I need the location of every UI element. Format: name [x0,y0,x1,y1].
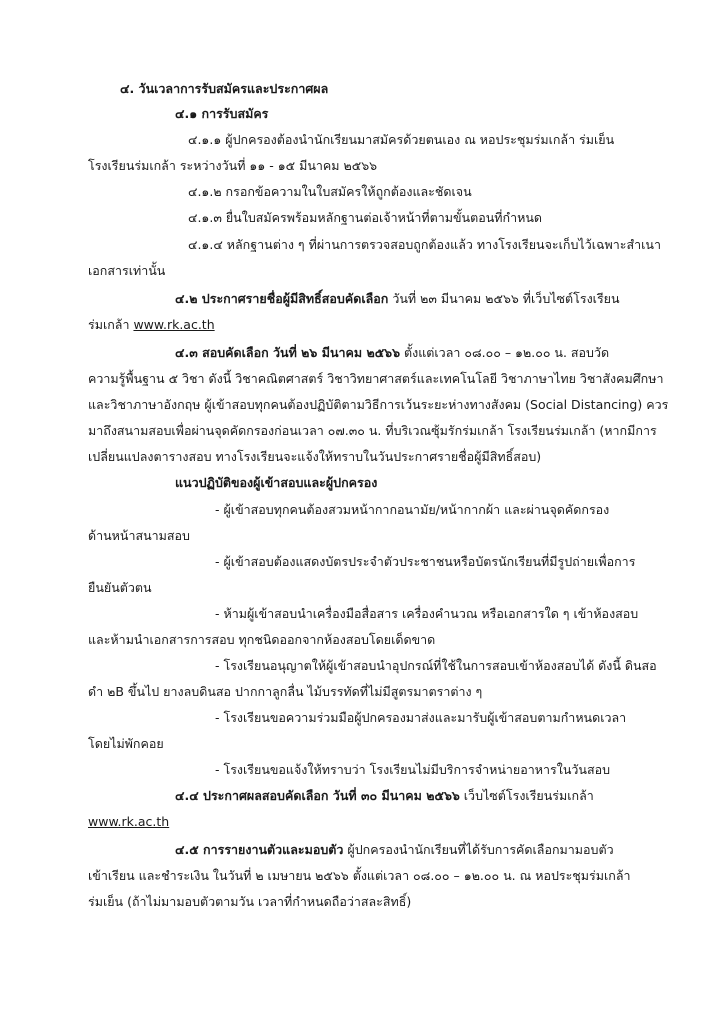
s41-item1-line1: ๔.๑.๑ ผู้ปกครองต้องนำนักเรียนมาสมัครด้วยตนเอง ณ หอประชุมร่มเกล้า ร่มเย็น [188,132,615,147]
s43-title: ๔.๓ สอบคัดเลือก วันที่ ๒๖ มีนาคม ๒๕๖๖ [175,345,401,360]
guide-2-line1: - ผู้เข้าสอบต้องแสดงบัตรประจำตัวประชาชนหรือบัตรนักเรียนที่มีรูปถ่ายเพื่อการ [215,554,636,569]
s44-text: เว็บไซต์โรงเรียนร่มเกล้า [459,788,594,803]
s42-title: ๔.๒ ประกาศรายชื่อผู้มีสิทธิ์สอบคัดเลือก [175,291,389,306]
s45-line2: เข้าเรียน และชำระเงิน ในวันที่ ๒ เมษายน ๒๕๖๖ ตั้งแต่เวลา ๐๘.๐๐ – ๑๒.๐๐ น. ณ หอประชุมร่มเกล้า [88,868,631,883]
guide-3-line1: - ห้ามผู้เข้าสอบนำเครื่องมือสื่อสาร เครื่องคำนวณ หรือเอกสารใด ๆ เข้าห้องสอบ [215,606,639,621]
s44-line1 [175,787,594,805]
guide-2-line2: ยืนยันตัวตน [88,580,152,595]
s41-item2: ๔.๑.๒ กรอกข้อความในใบสมัครให้ถูกต้องและชัดเจน [188,184,472,199]
s43-line3: และวิชาภาษาอังกฤษ ผู้เข้าสอบทุกคนต้องปฏิบัติตามวิธีการเว้นระยะห่างทางสังคม (Social Distancing) ควร [88,397,669,412]
s45-l1: ผู้ปกครองนำนักเรียนที่ได้รับการคัดเลือกมามอบตัว [343,842,614,857]
s42-line1 [175,290,620,308]
guide-5-line2: โดยไม่พักคอย [88,736,164,751]
s43-line4: มาถึงสนามสอบเพื่อผ่านจุดคัดกรองก่อนเวลา ๐๗.๓๐ น. ที่บริเวณซุ้มรักร่มเกล้า โรงเรียนร่มเกล้า (หากมีการ [88,423,657,438]
s45-line1 [175,841,614,859]
guide-5-line1: - โรงเรียนขอความร่วมมือผู้ปกครองมาส่งและมารับผู้เข้าสอบตามกำหนดเวลา [215,710,627,725]
guide-6: - โรงเรียนขอแจ้งให้ทราบว่า โรงเรียนไม่มีบริการจำหน่ายอาหารในวันสอบ [215,762,611,777]
s45-title: ๔.๕ การรายงานตัวและมอบตัว [175,842,344,857]
s43-line5: เปลี่ยนแปลงตารางสอบ ทางโรงเรียนจะแจ้งให้ทราบในวันประกาศรายชื่อผู้มีสิทธิ์สอบ) [88,449,542,464]
guide-1-line1: - ผู้เข้าสอบทุกคนต้องสวมหน้ากากอนามัย/หน้ากากผ้า และผ่านจุดคัดกรอง [215,502,610,517]
s43-line2: ความรู้พื้นฐาน ๕ วิชา ดังนี้ วิชาคณิตศาสตร์ วิชาวิทยาศาสตร์และเทคโนโลยี วิชาภาษาไทย วิชาสังคมศึกษา [88,371,664,386]
s41-item4-line1: ๔.๑.๔ หลักฐานต่าง ๆ ที่ผ่านการตรวจสอบถูกต้องแล้ว ทางโรงเรียนจะเก็บไว้เฉพาะสำเนา [188,237,661,252]
s42-line2 [88,316,215,334]
s41-title: ๔.๑ การรับสมัคร [175,106,269,121]
s41-item4-line2: เอกสารเท่านั้น [88,263,166,278]
guide-3-line2: และห้ามนำเอกสารการสอบ ทุกชนิดออกจากห้องสอบโดยเด็ดขาด [88,632,436,647]
s45-line3: ร่มเย็น (ถ้าไม่มามอบตัวตามวัน เวลาที่กำหนดถือว่าสละสิทธิ์) [88,894,412,909]
s41-item1-line2: โรงเรียนร่มเกล้า ระหว่างวันที่ ๑๑ - ๑๕ มีนาคม ๒๕๖๖ [88,158,378,173]
s43-line1 [175,344,609,362]
s42-url-link[interactable]: www.rk.ac.th [133,317,215,332]
guide-4-line1: - โรงเรียนอนุญาตให้ผู้เข้าสอบนำอุปกรณ์ที่ใช้ในการสอบเข้าห้องสอบได้ ดังนี้ ดินสอ [215,658,657,673]
section-heading: ๔. วันเวลาการรับสมัครและประกาศผล [120,81,329,96]
s42-text: วันที่ ๒๓ มีนาคม ๒๕๖๖ ที่เว็บไซต์โรงเรียน [388,291,620,306]
guide-title: แนวปฏิบัติของผู้เข้าสอบและผู้ปกครอง [175,475,378,490]
guide-4-line2: ดำ ๒B ขึ้นไป ยางลบดินสอ ปากกาลูกลื่น ไม้บรรทัดที่ไม่มีสูตรมาตราต่าง ๆ [88,684,483,699]
s44-url-link[interactable]: www.rk.ac.th [88,814,170,829]
s41-item3: ๔.๑.๓ ยื่นใบสมัครพร้อมหลักฐานต่อเจ้าหน้าที่ตามขั้นตอนที่กำหนด [188,210,542,225]
guide-1-line2: ด้านหน้าสนามสอบ [88,528,190,543]
s44-line2 [88,813,169,831]
s44-title: ๔.๔ ประกาศผลสอบคัดเลือก วันที่ ๓๐ มีนาคม ๒๕๖๖ [175,788,460,803]
s43-l1: ตั้งแต่เวลา ๐๘.๐๐ – ๑๒.๐๐ น. สอบวัด [400,345,610,360]
s42-cont: ร่มเกล้า [88,317,134,332]
